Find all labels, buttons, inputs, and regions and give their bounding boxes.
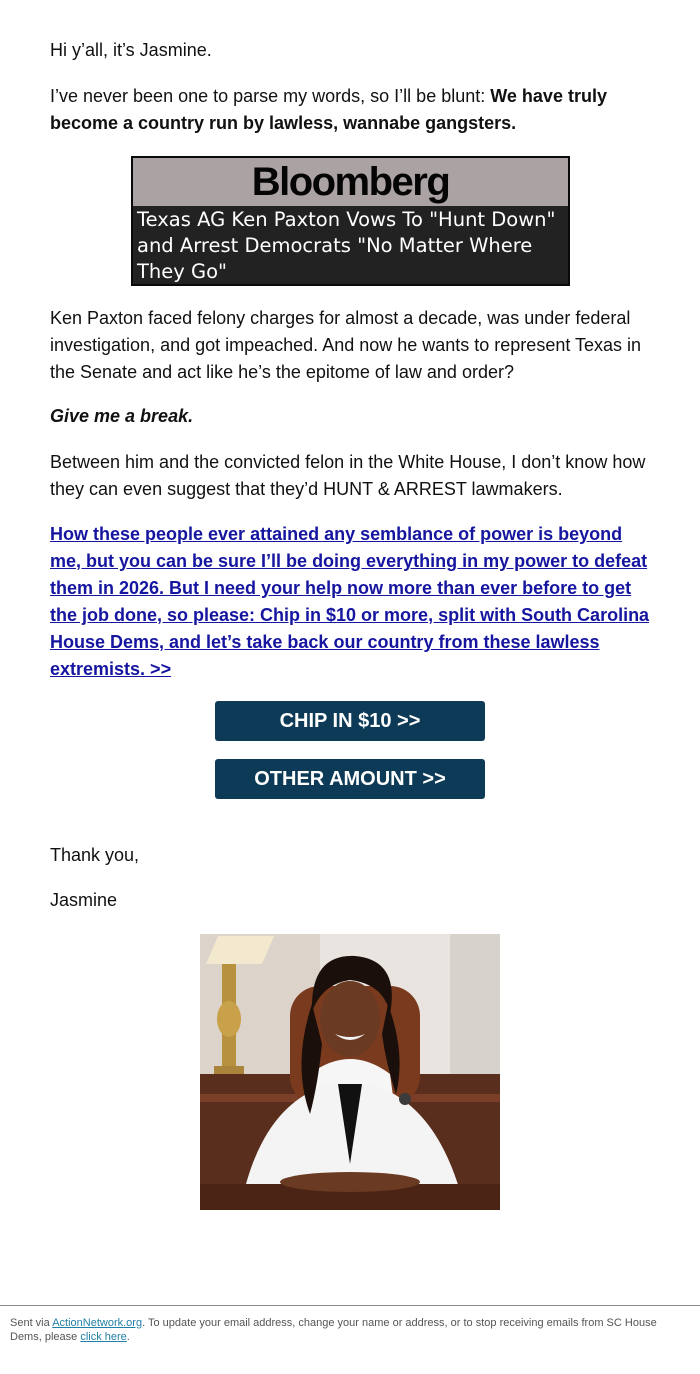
bloomberg-logo-band	[133, 158, 568, 206]
felon-paragraph: Between him and the convicted felon in the White House, I don’t know how they can even suggest that they’d HUNT & ARREST lawmakers.	[50, 452, 646, 499]
greeting: Hi y’all, it’s Jasmine.	[50, 40, 212, 60]
footer-middle: . To update your email address, change your name or address, or to stop receiving emails from SC House Dems, please	[10, 1317, 657, 1343]
footer-prefix: Sent via	[10, 1317, 53, 1329]
intro-paragraph	[50, 83, 654, 137]
footer-divider	[0, 1305, 700, 1306]
actionnetwork-link[interactable]: ActionNetwork.org	[52, 1317, 143, 1329]
emphasis-line: Give me a break.	[50, 406, 194, 426]
closing: Thank you,	[50, 845, 140, 865]
portrait-illustration	[200, 934, 500, 1210]
portrait-photo	[200, 934, 500, 1210]
footer-suffix: .	[126, 1331, 130, 1343]
donate-link[interactable]: How these people ever attained any semblance of power is beyond me, but you can be sure I’ll be doing everything in my power to defeat them in 2026. But I need your help now more than ever before to get the job done, so please: Chip in $10 or more, split with South Carolina House Dems, and let’s take back our country from these lawless extremists. >>	[50, 524, 650, 679]
footer	[10, 1316, 670, 1344]
chip-in-button[interactable]: CHIP IN $10 >>	[215, 701, 485, 741]
paxton-paragraph: Ken Paxton faced felony charges for almost a decade, was under federal investigation, and got impeached. And now he wants to represent Texas in the Senate and act like he’s the epitome of law and order?	[50, 308, 642, 382]
intro-bold: We have truly become a country run by lawless, wannabe gangsters.	[50, 86, 607, 133]
bloomberg-logo: Bloomberg	[251, 159, 450, 204]
signature: Jasmine	[50, 890, 118, 910]
unsubscribe-link[interactable]: click here	[80, 1331, 127, 1343]
other-amount-button[interactable]: OTHER AMOUNT >>	[215, 759, 485, 799]
news-headline-text: Texas AG Ken Paxton Vows To "Hunt Down" and Arrest Democrats "No Matter Where They Go"	[137, 208, 556, 283]
news-headline-image[interactable]	[131, 156, 570, 286]
intro-lead: I’ve never been one to parse my words, so I’ll be blunt:	[50, 86, 491, 106]
